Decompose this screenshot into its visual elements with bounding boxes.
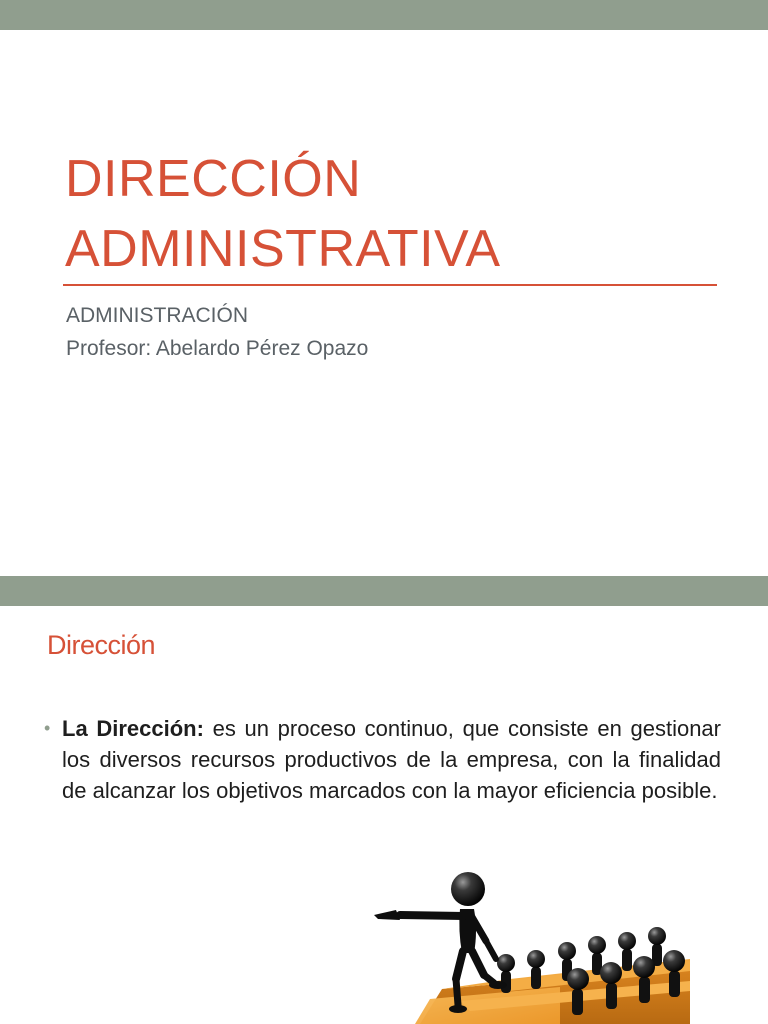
title-divider <box>63 284 717 286</box>
slide-subtitle <box>66 299 716 365</box>
title-line-2: ADMINISTRATIVA <box>65 220 501 278</box>
top-band <box>0 576 768 606</box>
bullet-icon: • <box>44 718 51 738</box>
slide-heading: Dirección <box>47 630 156 660</box>
content-slide <box>0 576 768 1024</box>
title-line-1: DIRECCIÓN <box>65 150 362 208</box>
slide-title <box>65 144 725 284</box>
course-name: ADMINISTRACIÓN <box>66 304 249 327</box>
leader-illustration <box>360 871 700 1024</box>
bullet-item <box>44 713 721 806</box>
professor-name: Profesor: Abelardo Pérez Opazo <box>66 337 369 360</box>
bullet-text: es un proceso continuo, que consiste en gestionar los diversos recursos productivos de la empresa, con la finalidad de alcanzar los objetivos marcados con la mayor eficiencia posible. <box>62 716 721 803</box>
top-band <box>0 0 768 30</box>
bullet-list <box>44 713 721 806</box>
bullet-term: La Dirección: <box>62 716 204 741</box>
